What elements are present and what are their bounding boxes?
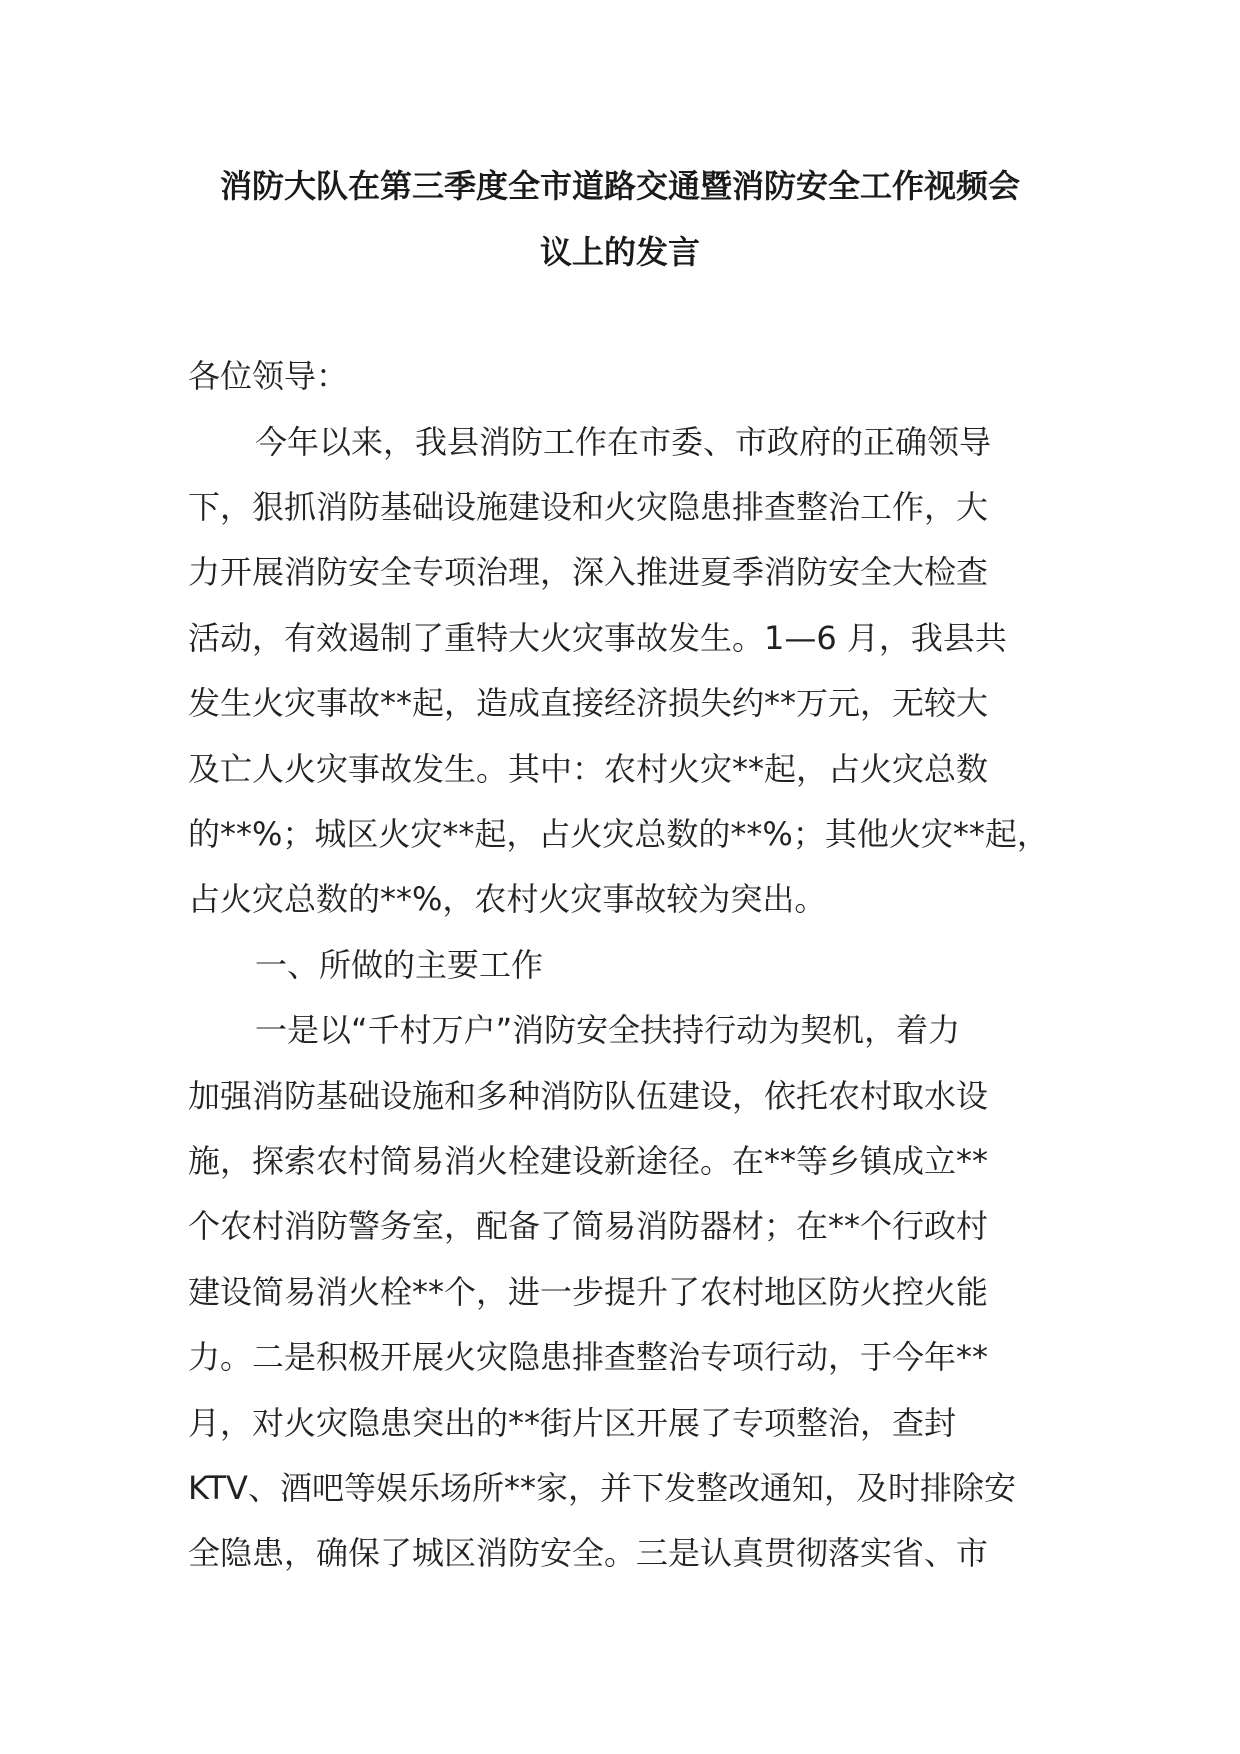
body-line: KTV、酒吧等娱乐场所**家，并下发整改通知，及时排除安 [188,1469,1016,1507]
salutation: 各位领导： [188,357,349,395]
body-line: 个农村消防警务室，配备了简易消防器材；在**个行政村 [188,1207,989,1245]
body-line: 建设简易消火栓**个，进一步提升了农村地区防火控火能 [188,1273,989,1311]
body-line: 及亡人火灾事故发生。其中：农村火灾**起，占火灾总数 [188,750,989,788]
body-line: 的**%；城区火灾**起，占火灾总数的**%；其他火灾**起， [188,815,1049,853]
body-line: 施，探索农村简易消火栓建设新途径。在**等乡镇成立** [188,1142,989,1180]
section-heading: 一、所做的主要工作 [255,946,544,984]
body-line: 力开展消防安全专项治理，深入推进夏季消防安全大检查 [188,553,989,591]
body-line: 力。二是积极开展火灾隐患排查整治专项行动，于今年** [188,1338,989,1376]
document-title-line-1: 消防大队在第三季度全市道路交通暨消防安全工作视频会 [219,167,1020,205]
body-line: 加强消防基础设施和多种消防队伍建设，依托农村取水设 [188,1077,989,1115]
document-title-line-2: 议上的发言 [539,233,700,271]
body-line: 发生火灾事故**起，造成直接经济损失约**万元，无较大 [188,684,989,722]
body-line: 一是以“千村万户”消防安全扶持行动为契机，着力 [255,1011,961,1049]
body-line: 月，对火灾隐患突出的**街片区开展了专项整治，查封 [188,1404,957,1442]
body-line: 今年以来，我县消防工作在市委、市政府的正确领导 [255,423,992,461]
body-line: 占火灾总数的**%，农村火灾事故较为突出。 [188,880,827,918]
body-line: 下，狠抓消防基础设施建设和火灾隐患排查整治工作，大 [188,488,989,526]
body-line: 活动，有效遏制了重特大火灾事故发生。1—6 月，我县共 [188,619,1007,657]
body-line: 全隐患，确保了城区消防安全。三是认真贯彻落实省、市 [188,1534,989,1572]
